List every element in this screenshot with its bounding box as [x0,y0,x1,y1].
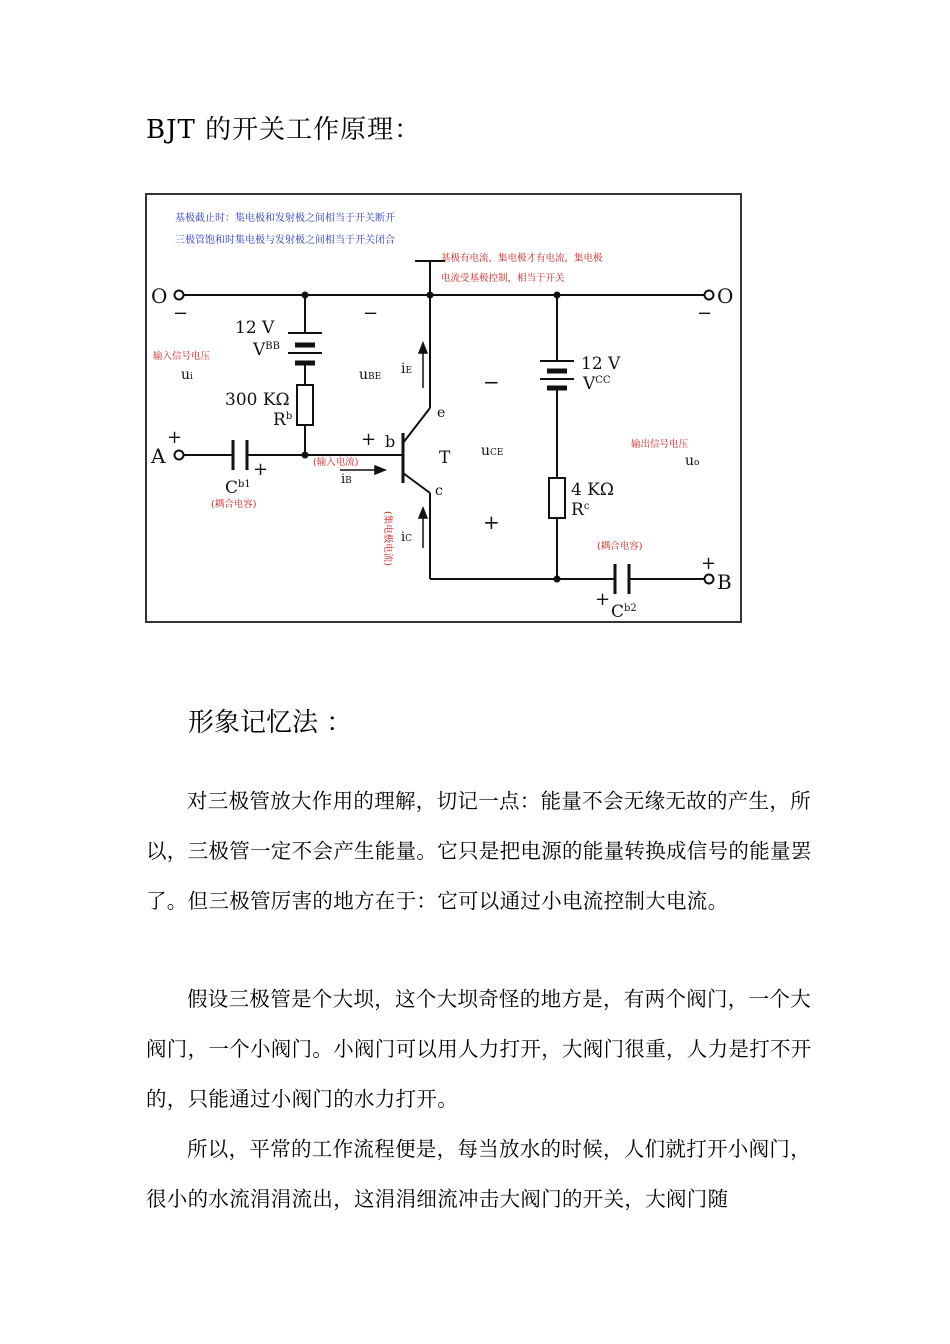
plus-a: + [167,427,183,448]
section-heading-bjt: BJT 的开关工作原理： [146,115,422,145]
label-vbb: $V^{BB}$ [253,340,280,360]
label-cb2: $C^{b2}$ [611,602,637,622]
label-vcc: $V^{CC}$ [583,374,611,394]
minus-mid: − [483,370,500,394]
section-heading-memory-method: 形象记忆法 ： [188,708,353,738]
note-red-top-2: 电流受基极控制，相当于开关 [441,273,565,284]
note-red-cb1: (耦合电容) [211,499,257,510]
label-rb-value: 300 KΩ [225,390,290,410]
label-o-left: O [151,284,168,308]
label-ie: iE [401,361,413,377]
label-ui: ui [181,367,193,383]
paragraph-1 [146,776,826,926]
label-uo: uo [685,453,700,469]
rc-resistor [549,478,565,518]
plus-mid: + [483,510,500,534]
label-emitter: e [437,405,446,421]
label-ib: iB [341,472,352,487]
paragraph-1-text: 对三极管放大作用的理解，切记一点：能量不会无缘无故的产生，所以，三极管一定不会产生能量。它只是把电源的能量转换成信号的能量罢了。但三极管厉害的地方在于：它可以通过小电流控制大电流。 [146,789,812,913]
note-blue-1: 基极截止时：集电极和发射极之间相当于开关断开 [175,213,395,224]
plus-cb2: + [595,589,611,610]
label-collector: c [435,483,443,499]
rb-resistor [297,385,313,425]
label-b-output: B [717,570,732,594]
label-rb: $R^b$ [273,410,293,430]
note-red-left: 输入信号电压 [153,351,211,362]
note-blue-2: 三极管饱和时集电极与发射极之间相当于开关闭合 [175,235,395,246]
label-rc-value: 4 KΩ [571,480,615,500]
note-red-cb2: (耦合电容) [597,541,643,552]
label-vbb-value: 12 V [235,318,275,338]
plus-base: + [361,429,377,450]
minus-top-left: − [173,303,189,324]
label-uce: uCE [481,443,504,459]
plus-cb1: + [253,459,269,480]
circuit-diagram [145,193,742,623]
paragraph-2-text: 假设三极管是个大坝，这个大坝奇怪的地方是，有两个阀门，一个大阀门，一个小阀门。小阀门可以用人力打开，大阀门很重，人力是打不开的，只能通过小阀门的水力打开。 [146,987,812,1111]
note-red-top-1: 基极有电流，集电极才有电流，集电极 [441,253,603,264]
label-o-right: O [717,284,734,308]
paragraph-3-text: 所以，平常的工作流程便是，每当放水的时候，人们就打开小阀门，很小的水流涓涓流出，这涓涓细流冲击大阀门的开关，大阀门随 [146,1137,811,1211]
label-ic: iC [401,530,413,545]
note-red-ib: (输入电流) [313,457,359,468]
label-vcc-value: 12 V [581,354,621,374]
bjt-switch-circuit-figure [145,193,742,623]
label-cb1: $C^{b1}$ [225,478,251,498]
note-red-right: 输出信号电压 [631,439,689,450]
label-ube: uBE [359,367,382,383]
label-a: A [151,444,166,468]
minus-top-mid: − [363,303,379,324]
paragraph-2 [146,974,826,1124]
label-rc: $R^c$ [571,500,590,520]
label-transistor-t: T [439,448,451,468]
paragraph-3 [146,1124,826,1224]
minus-top-right: − [697,303,713,324]
note-red-ic: (集电极电流) [382,511,393,566]
plus-b: + [701,553,717,574]
label-base: b [385,432,396,451]
